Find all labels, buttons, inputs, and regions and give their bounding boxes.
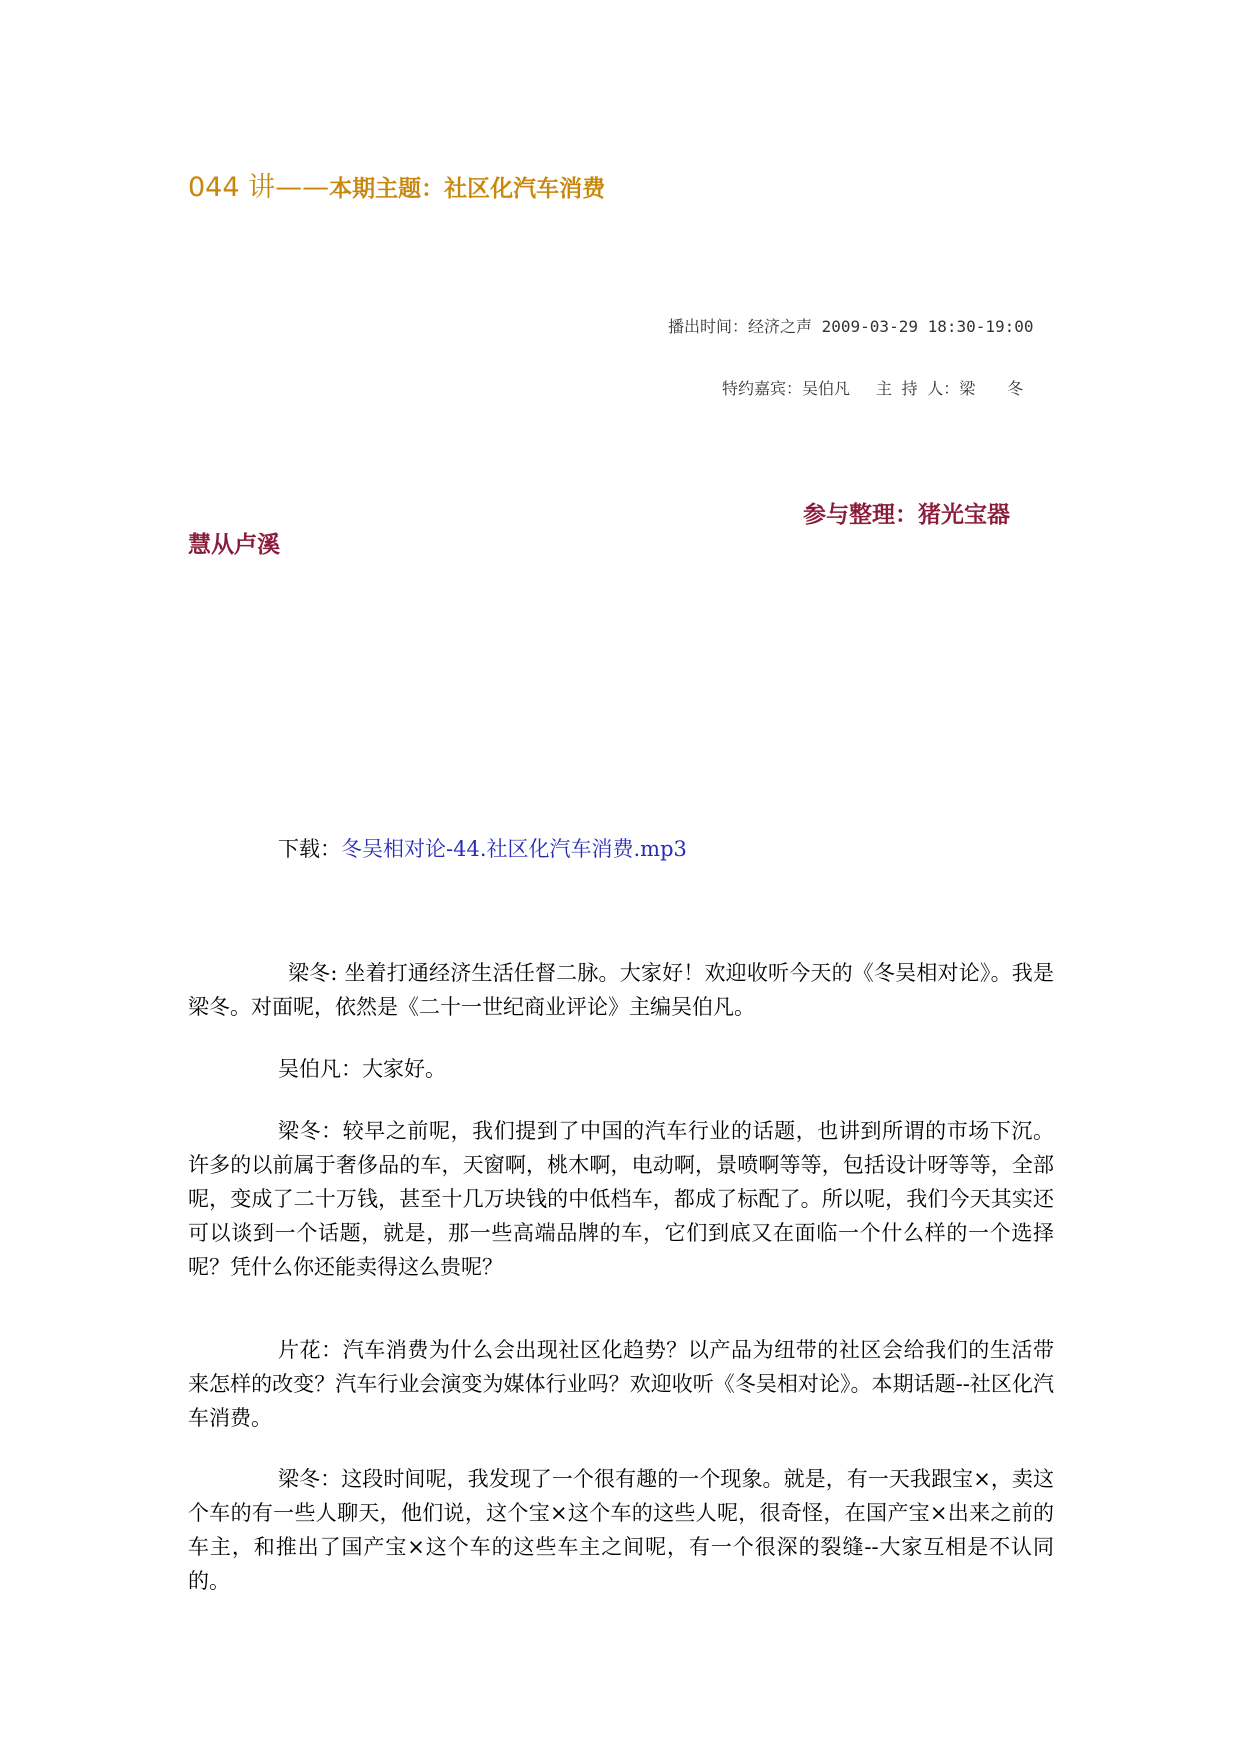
host-name-tail: 冬 — [1007, 379, 1024, 398]
editors-line-2: 慧从卢溪 — [188, 532, 280, 558]
paragraph-1: 梁冬: 坐着打通经济生活任督二脉。大家好！欢迎收听今天的《冬吴相对论》。我是梁冬。对面呢，依然是《二十一世纪商业评论》主编吴伯凡。 — [188, 961, 1054, 1019]
host-label: 主 持 人：梁 — [876, 379, 976, 398]
episode-topic: 本期主题：社区化汽车消费 — [329, 176, 606, 202]
paragraph-2: 吴伯凡：大家好。 — [278, 1057, 446, 1081]
download-link[interactable]: 冬吴相对论-44.社区化汽车消费.mp3 — [341, 837, 687, 861]
guest-label: 特约嘉宾：吴伯凡 — [722, 379, 851, 398]
download-row — [278, 833, 687, 863]
editors-line-1: 参与整理：猪光宝器 — [803, 502, 1010, 528]
airtime-info: 播出时间：经济之声 2009-03-29 18:30-19:00 — [668, 317, 1034, 336]
paragraph-5: 梁冬：这段时间呢，我发现了一个很有趣的一个现象。就是，有一天我跟宝×，卖这个车的有一些人聊天，他们说，这个宝×这个车的这些人呢，很奇怪，在国产宝×出来之前的车主，和推出了国产宝×这个车的这些车主之间呢，有一个很深的裂缝--大家互相是不认同的。 — [188, 1467, 1054, 1593]
paragraph-3: 梁冬：较早之前呢，我们提到了中国的汽车行业的话题，也讲到所谓的市场下沉。许多的以前属于奢侈品的车，天窗啊，桃木啊，电动啊，景喷啊等等，包括设计呀等等，全部呢，变成了二十万钱，甚至十几万块钱的中低档车，都成了标配了。所以呢，我们今天其实还可以谈到一个话题，就是，那一些高端品牌的车，它们到底又在面临一个什么样的一个选择呢？凭什么你还能卖得这么贵呢？ — [188, 1119, 1054, 1279]
episode-number: 044 讲—— — [188, 172, 330, 203]
guest-host-info — [722, 376, 1023, 399]
paragraph-4: 片花：汽车消费为什么会出现社区化趋势？以产品为纽带的社区会给我们的生活带来怎样的改变？汽车行业会演变为媒体行业吗？欢迎收听《冬吴相对论》。本期话题--社区化汽车消费。 — [188, 1338, 1054, 1430]
download-label: 下载： — [278, 837, 341, 861]
episode-title — [188, 165, 605, 204]
